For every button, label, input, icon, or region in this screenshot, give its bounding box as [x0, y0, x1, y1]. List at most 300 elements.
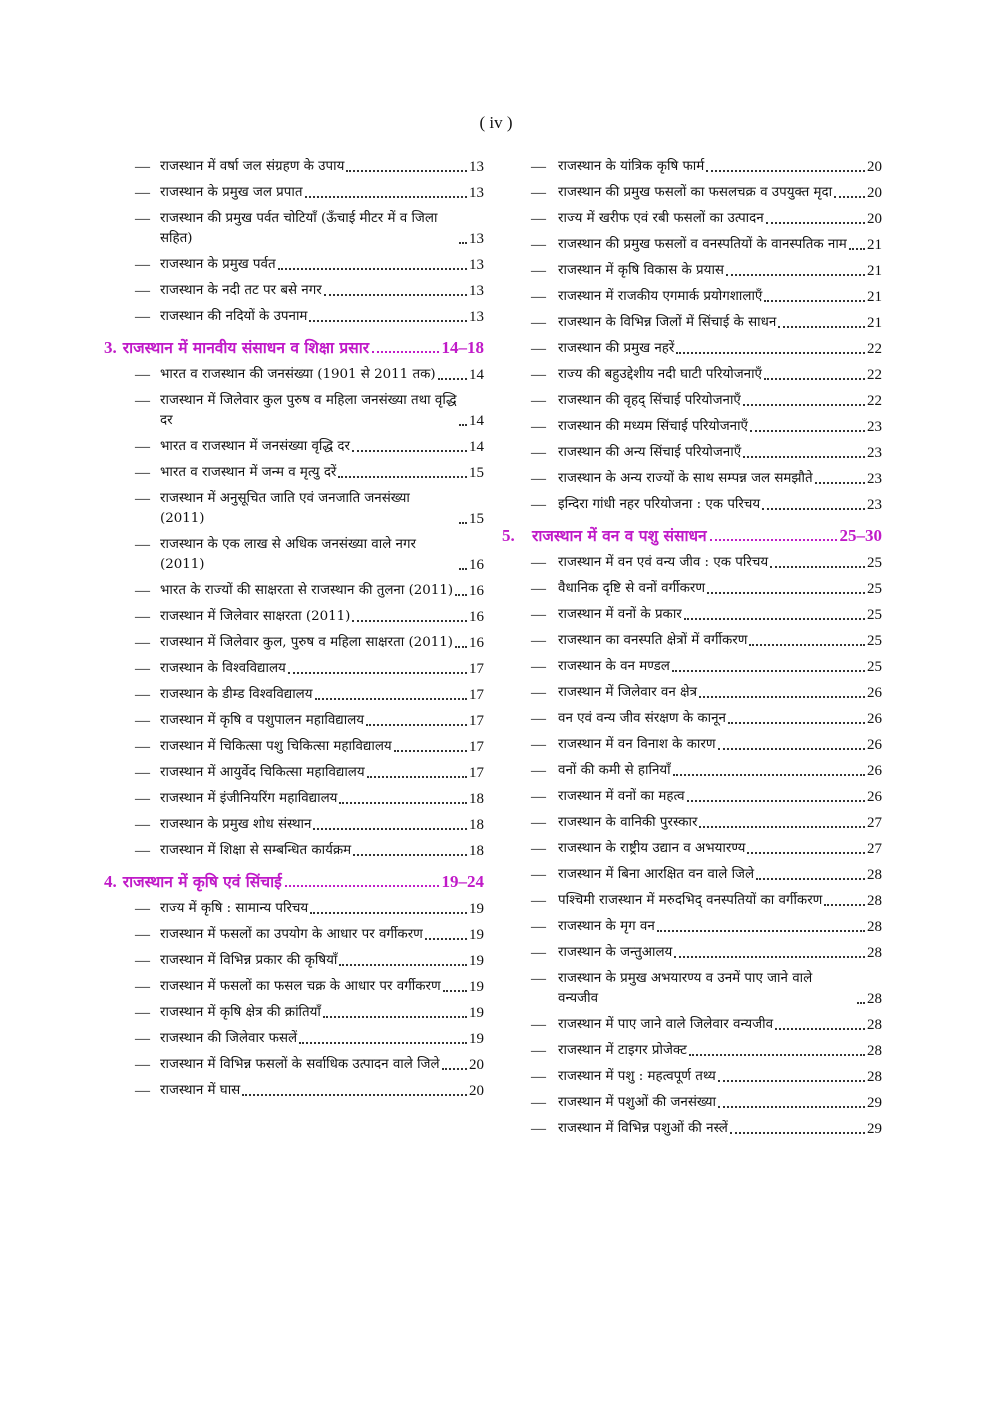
entry-title: राजस्थान में पशुओं की जनसंख्या [558, 1095, 716, 1110]
toc-entry[interactable] [502, 1119, 882, 1139]
dash-bullet: — [531, 289, 546, 305]
toc-entry[interactable] [502, 417, 882, 437]
dot-leader [710, 539, 837, 541]
entry-title: राजस्थान की मध्यम सिंचाई परियोजनाएँ [558, 419, 748, 434]
section-number: 4. [104, 872, 117, 891]
entry-page-number: 13 [469, 231, 484, 247]
dash-bullet: — [135, 537, 150, 553]
toc-entry[interactable] [502, 261, 882, 281]
dash-bullet: — [135, 185, 150, 201]
entry-page-number: 22 [867, 367, 882, 383]
entry-page-number: 23 [867, 497, 882, 513]
dash-bullet: — [135, 309, 150, 325]
dot-leader [324, 294, 467, 296]
entry-title: राजस्थान के प्रमुख शोध संस्थान [160, 817, 312, 832]
entry-title: राजस्थान में कृषि व पशुपालन महाविद्यालय [160, 713, 365, 728]
entry-page-number: 20 [867, 159, 882, 175]
dash-bullet: — [531, 1043, 546, 1059]
dot-leader [684, 618, 865, 620]
entry-page-number: 26 [867, 763, 882, 779]
dot-leader [309, 320, 467, 322]
section-heading[interactable] [104, 337, 484, 359]
dot-leader [305, 196, 467, 198]
toc-entry[interactable] [104, 951, 484, 971]
entry-page-number: 15 [469, 511, 484, 527]
entry-title: वैधानिक दृष्टि से वनों वर्गीकरण [558, 581, 706, 596]
toc-entry[interactable] [104, 183, 484, 203]
toc-entry[interactable] [502, 339, 882, 359]
entry-title: राजस्थान के प्रमुख पर्वत [160, 257, 276, 272]
entry-title: राजस्थान में विभिन्न फसलों के सर्वाधिक उत्पादन वाले जिले [160, 1057, 440, 1072]
dash-bullet: — [135, 367, 150, 383]
toc-entry[interactable] [104, 535, 484, 575]
toc-entry[interactable] [104, 685, 484, 705]
toc-entry[interactable] [502, 683, 882, 703]
toc-entry[interactable] [502, 579, 882, 599]
entry-page-number: 29 [867, 1121, 882, 1137]
dot-leader [834, 196, 865, 198]
dot-leader [764, 378, 865, 380]
toc-entry[interactable] [502, 495, 882, 515]
entry-page-number: 17 [469, 739, 484, 755]
entry-title: राजस्थान में जिलेवार वन क्षेत्र [558, 685, 698, 700]
entry-title: पश्चिमी राजस्थान में मरुदभिद् वनस्पतियों का वर्गीकरण [558, 893, 823, 908]
entry-page-number: 28 [867, 991, 882, 1007]
toc-entry[interactable] [502, 761, 882, 781]
dot-leader [824, 904, 865, 906]
toc-entry[interactable] [502, 787, 882, 807]
toc-entry[interactable] [104, 1003, 484, 1023]
entry-title: राजस्थान की अन्य सिंचाई परियोजनाएँ [558, 445, 742, 460]
page-range: 25–30 [839, 526, 882, 545]
dot-leader [438, 378, 467, 380]
dot-leader [699, 696, 865, 698]
entry-page-number: 21 [867, 315, 882, 331]
entry-page-number: 23 [867, 445, 882, 461]
entry-title: राज्य में कृषि : सामान्य परिचय [160, 901, 309, 916]
toc-entry[interactable] [104, 899, 484, 919]
entry-title: राजस्थान की वृहद् सिंचाई परियोजनाएँ [558, 393, 741, 408]
dash-bullet: — [135, 687, 150, 703]
entry-page-number: 18 [469, 791, 484, 807]
dash-bullet: — [531, 763, 546, 779]
entry-page-number: 28 [867, 1043, 882, 1059]
dash-bullet: — [531, 1069, 546, 1085]
entry-page-number: 25 [867, 659, 882, 675]
dot-leader [747, 852, 865, 854]
dot-leader [707, 592, 865, 594]
toc-entry[interactable] [104, 1029, 484, 1049]
entry-page-number: 20 [867, 185, 882, 201]
entry-page-number: 23 [867, 419, 882, 435]
toc-entry[interactable] [104, 607, 484, 627]
toc-entry[interactable] [104, 581, 484, 601]
entry-title: भारत व राजस्थान की जनसंख्या (1901 से 2011 तक) [160, 367, 436, 382]
entry-page-number: 28 [867, 945, 882, 961]
entry-page-number: 19 [469, 979, 484, 995]
dash-bullet: — [531, 971, 546, 987]
dot-leader [728, 722, 865, 724]
toc-entry[interactable] [502, 469, 882, 489]
dot-leader [857, 1002, 865, 1004]
entry-title: इन्दिरा गांधी नहर परियोजना : एक परिचय [558, 497, 761, 512]
dot-leader [672, 670, 865, 672]
entry-page-number: 26 [867, 711, 882, 727]
entry-title: राजस्थान के राष्ट्रीय उद्यान व अभयारण्य [558, 841, 746, 856]
dash-bullet: — [531, 211, 546, 227]
dot-leader [674, 956, 865, 958]
toc-entry[interactable] [104, 711, 484, 731]
entry-title: राजस्थान की प्रमुख फसलों का फसलचक्र व उपयुक्त मृदा [558, 185, 833, 200]
entry-title: राजस्थान के जन्तुआलय [558, 945, 673, 960]
entry-page-number: 25 [867, 555, 882, 571]
dash-bullet: — [135, 661, 150, 677]
dash-bullet: — [531, 419, 546, 435]
dot-leader [687, 800, 865, 802]
dash-bullet: — [135, 609, 150, 625]
dash-bullet: — [531, 789, 546, 805]
toc-entry[interactable] [104, 841, 484, 861]
entry-page-number: 28 [867, 893, 882, 909]
toc-entry[interactable] [502, 287, 882, 307]
dot-leader [766, 222, 865, 224]
entry-title: राजस्थान की नदियों के उपनाम [160, 309, 308, 324]
entry-title: राजस्थान में बिना आरक्षित वन वाले जिले [558, 867, 755, 882]
entry-page-number: 19 [469, 927, 484, 943]
entry-page-number: 16 [469, 635, 484, 651]
dash-bullet: — [531, 841, 546, 857]
toc-entry[interactable] [104, 157, 484, 177]
page-range: 14–18 [441, 338, 484, 357]
entry-page-number: 23 [867, 471, 882, 487]
entry-page-number: 16 [469, 583, 484, 599]
dot-leader [313, 828, 467, 830]
entry-page-number: 13 [469, 309, 484, 325]
dash-bullet: — [135, 765, 150, 781]
toc-entry[interactable] [502, 735, 882, 755]
dot-leader [778, 326, 865, 328]
entry-page-number: 21 [867, 289, 882, 305]
dash-bullet: — [531, 185, 546, 201]
dot-leader [323, 1016, 467, 1018]
dot-leader [310, 912, 467, 914]
entry-page-number: 13 [469, 159, 484, 175]
entry-title: राजस्थान के विभिन्न जिलों में सिंचाई के साधन [558, 315, 777, 330]
dash-bullet: — [531, 659, 546, 675]
entry-title: राजस्थान में कृषि क्षेत्र की क्रांतियाँ [160, 1005, 321, 1020]
dash-bullet: — [531, 555, 546, 571]
dash-bullet: — [135, 1005, 150, 1021]
dash-bullet: — [531, 1095, 546, 1111]
dot-leader [706, 170, 865, 172]
dash-bullet: — [135, 159, 150, 175]
entry-page-number: 14 [469, 413, 484, 429]
dash-bullet: — [135, 739, 150, 755]
dot-leader [459, 424, 467, 426]
dash-bullet: — [135, 843, 150, 859]
entry-title: राजस्थान की प्रमुख नहरें [558, 341, 675, 356]
dash-bullet: — [531, 607, 546, 623]
entry-page-number: 27 [867, 815, 882, 831]
toc-entry[interactable] [502, 943, 882, 963]
entry-title: राजस्थान के वानिकी पुरस्कार [558, 815, 698, 830]
entry-title: राजस्थान में वन एवं वन्य जीव : एक परिचय [558, 555, 769, 570]
toc-entry[interactable] [502, 235, 882, 255]
entry-title: राज्य में खरीफ एवं रबी फसलों का उत्पादन [558, 211, 764, 226]
dash-bullet: — [135, 283, 150, 299]
dot-leader [750, 430, 865, 432]
entry-title: राजस्थान का वनस्पति क्षेत्रों में वर्गीकरण [558, 633, 748, 648]
dot-leader [288, 672, 467, 674]
entry-title: राजस्थान के विश्वविद्यालय [160, 661, 286, 676]
toc-entry[interactable] [502, 1015, 882, 1035]
dash-bullet: — [531, 1017, 546, 1033]
dash-bullet: — [135, 901, 150, 917]
dash-bullet: — [135, 583, 150, 599]
entry-page-number: 15 [469, 465, 484, 481]
toc-entry[interactable] [104, 633, 484, 653]
dot-leader [455, 646, 467, 648]
entry-title: राज्य की बहुउद्देशीय नदी घाटी परियोजनाएँ [558, 367, 762, 382]
toc-entry[interactable] [502, 365, 882, 385]
toc-entry[interactable] [104, 209, 484, 249]
toc-entry[interactable] [502, 865, 882, 885]
dash-bullet: — [531, 367, 546, 383]
dash-bullet: — [135, 257, 150, 273]
entry-page-number: 20 [469, 1057, 484, 1073]
toc-entry[interactable] [104, 463, 484, 483]
entry-page-number: 21 [867, 237, 882, 253]
entry-page-number: 20 [867, 211, 882, 227]
toc-entry[interactable] [104, 789, 484, 809]
entry-title: भारत व राजस्थान में जनसंख्या वृद्धि दर [160, 439, 350, 454]
dot-leader [718, 1106, 865, 1108]
dot-leader [459, 242, 467, 244]
dot-leader [455, 594, 467, 596]
toc-entry[interactable] [502, 1067, 882, 1087]
section-heading[interactable] [104, 871, 484, 893]
section-title: राजस्थान में वन व पशु संसाधन [532, 526, 707, 545]
entry-page-number: 28 [867, 919, 882, 935]
entry-title: राजस्थान में जिलेवार साक्षरता (2011) [160, 609, 351, 624]
entry-title: राजस्थान में टाइगर प्रोजेक्ट [558, 1043, 687, 1058]
section-number: 5. [502, 526, 515, 545]
entry-page-number: 28 [867, 867, 882, 883]
dash-bullet: — [531, 919, 546, 935]
entry-title: राजस्थान की प्रमुख फसलों व वनस्पतियों के वानस्पतिक नाम [558, 237, 847, 252]
dash-bullet: — [531, 867, 546, 883]
entry-title: राजस्थान के एक लाख से अधिक जनसंख्या वाले नगर (2011) [160, 537, 416, 572]
entry-page-number: 28 [867, 1069, 882, 1085]
entry-page-number: 14 [469, 367, 484, 383]
entry-title: राजस्थान में फसलों का उपयोग के आधार पर वर्गीकरण [160, 927, 423, 942]
dot-leader [352, 450, 467, 452]
entry-page-number: 17 [469, 661, 484, 677]
entry-page-number: 13 [469, 257, 484, 273]
entry-title: राजस्थान में विभिन्न पशुओं की नस्लें [558, 1121, 728, 1136]
toc-entry[interactable] [502, 605, 882, 625]
dot-leader [372, 351, 438, 353]
dot-leader [425, 938, 467, 940]
dot-leader [815, 482, 865, 484]
entry-title: भारत व राजस्थान में जन्म व मृत्यु दरें [160, 465, 337, 480]
dot-leader [339, 802, 467, 804]
toc-entry[interactable] [502, 157, 882, 177]
entry-title: राजस्थान में चिकित्सा पशु चिकित्सा महाविद्यालय [160, 739, 392, 754]
dot-leader [366, 724, 467, 726]
toc-entry[interactable] [104, 281, 484, 301]
entry-page-number: 28 [867, 1017, 882, 1033]
dash-bullet: — [135, 393, 150, 409]
toc-entry[interactable] [502, 183, 882, 203]
dash-bullet: — [531, 445, 546, 461]
section-heading[interactable] [502, 525, 882, 547]
toc-entry[interactable] [502, 657, 882, 677]
entry-title: राजस्थान में वर्षा जल संग्रहण के उपाय [160, 159, 345, 174]
entry-page-number: 14 [469, 439, 484, 455]
dot-leader [367, 776, 467, 778]
dash-bullet: — [135, 1031, 150, 1047]
dot-leader [278, 268, 467, 270]
dot-leader [718, 1080, 865, 1082]
dash-bullet: — [135, 953, 150, 969]
toc-entry[interactable] [104, 1081, 484, 1101]
entry-title: वन एवं वन्य जीव संरक्षण के कानून [558, 711, 726, 726]
entry-page-number: 20 [469, 1083, 484, 1099]
dash-bullet: — [135, 713, 150, 729]
dot-leader [673, 774, 865, 776]
toc-entry[interactable] [502, 1041, 882, 1061]
toc-entry[interactable] [502, 839, 882, 859]
dash-bullet: — [135, 465, 150, 481]
toc-entry[interactable] [104, 391, 484, 431]
toc-entry[interactable] [502, 313, 882, 333]
dash-bullet: — [531, 393, 546, 409]
dot-leader [242, 1094, 467, 1096]
dash-bullet: — [531, 685, 546, 701]
toc-entry[interactable] [502, 813, 882, 833]
toc-entry[interactable] [502, 443, 882, 463]
entry-title: राजस्थान में कृषि विकास के प्रयास [558, 263, 724, 278]
dot-leader [676, 352, 865, 354]
section-title: राजस्थान में मानवीय संसाधन व शिक्षा प्रसार [122, 338, 370, 357]
entry-page-number: 26 [867, 685, 882, 701]
entry-page-number: 17 [469, 687, 484, 703]
dash-bullet: — [531, 1121, 546, 1137]
entry-title: राजस्थान की प्रमुख पर्वत चोटियाँ (ऊँचाई मीटर में व जिला सहित) [160, 211, 438, 246]
entry-page-number: 16 [469, 557, 484, 573]
dash-bullet: — [135, 927, 150, 943]
entry-title: राजस्थान के नदी तट पर बसे नगर [160, 283, 322, 298]
dash-bullet: — [531, 633, 546, 649]
entry-title: राजस्थान में जिलेवार कुल पुरुष व महिला जनसंख्या तथा वृद्धि दर [160, 393, 457, 428]
entry-title: राजस्थान में फसलों का फसल चक्र के आधार पर वर्गीकरण [160, 979, 441, 994]
toc-entry[interactable] [502, 553, 882, 573]
toc-entry[interactable] [502, 969, 882, 1009]
toc-entry[interactable] [502, 891, 882, 911]
dot-leader [849, 248, 865, 250]
dot-leader [699, 826, 865, 828]
toc-entry[interactable] [502, 917, 882, 937]
toc-entry[interactable] [104, 307, 484, 327]
entry-page-number: 25 [867, 633, 882, 649]
toc-entry[interactable] [104, 659, 484, 679]
entry-title: राजस्थान में आयुर्वेद चिकित्सा महाविद्यालय [160, 765, 365, 780]
dot-leader [657, 930, 865, 932]
dash-bullet: — [135, 1057, 150, 1073]
entry-title: राजस्थान के यांत्रिक कृषि फार्म [558, 159, 705, 174]
dot-leader [339, 964, 467, 966]
toc-entry[interactable] [502, 391, 882, 411]
dash-bullet: — [531, 263, 546, 279]
toc-entry[interactable] [104, 255, 484, 275]
toc-entry[interactable] [104, 365, 484, 385]
toc-entry[interactable] [502, 709, 882, 729]
entry-page-number: 17 [469, 713, 484, 729]
toc-entry[interactable] [104, 763, 484, 783]
dash-bullet: — [531, 341, 546, 357]
entry-page-number: 13 [469, 185, 484, 201]
dash-bullet: — [135, 491, 150, 507]
entry-title: राजस्थान में वन विनाश के कारण [558, 737, 716, 752]
dash-bullet: — [531, 945, 546, 961]
entry-page-number: 19 [469, 1031, 484, 1047]
toc-entry[interactable] [502, 1093, 882, 1113]
toc-left-column [104, 157, 484, 1107]
toc-entry[interactable] [104, 1055, 484, 1075]
dash-bullet: — [531, 237, 546, 253]
entry-title: राजस्थान के मृग वन [558, 919, 655, 934]
dot-leader [749, 644, 865, 646]
entry-page-number: 19 [469, 953, 484, 969]
entry-page-number: 26 [867, 789, 882, 805]
entry-page-number: 22 [867, 341, 882, 357]
entry-page-number: 13 [469, 283, 484, 299]
dot-leader [346, 170, 467, 172]
dot-leader [762, 508, 865, 510]
entry-page-number: 29 [867, 1095, 882, 1111]
toc-right-column [502, 157, 882, 1145]
dot-leader [394, 750, 467, 752]
entry-title: राजस्थान में वनों का महत्व [558, 789, 685, 804]
dot-leader [730, 1132, 865, 1134]
entry-page-number: 22 [867, 393, 882, 409]
entry-page-number: 16 [469, 609, 484, 625]
dot-leader [299, 1042, 467, 1044]
entry-title: राजस्थान में राजकीय एगमार्क प्रयोगशालाएँ [558, 289, 763, 304]
toc-entry[interactable] [502, 631, 882, 651]
toc-entry[interactable] [104, 925, 484, 945]
dash-bullet: — [135, 439, 150, 455]
dot-leader [338, 476, 467, 478]
page-number: ( iv ) [479, 113, 513, 132]
entry-page-number: 19 [469, 1005, 484, 1021]
dot-leader [770, 566, 865, 568]
toc-entry[interactable] [104, 977, 484, 997]
dash-bullet: — [135, 635, 150, 651]
dot-leader [443, 990, 467, 992]
toc-entry[interactable] [502, 209, 882, 229]
toc-entry[interactable] [104, 737, 484, 757]
dot-leader [775, 1028, 865, 1030]
dot-leader [442, 1068, 467, 1070]
toc-entry[interactable] [104, 815, 484, 835]
dot-leader [689, 1054, 865, 1056]
entry-title: राजस्थान में विभिन्न प्रकार की कृषियाँ [160, 953, 338, 968]
entry-title: राजस्थान के डीम्ड विश्वविद्यालय [160, 687, 313, 702]
toc-entry[interactable] [104, 437, 484, 457]
toc-entry[interactable] [104, 489, 484, 529]
